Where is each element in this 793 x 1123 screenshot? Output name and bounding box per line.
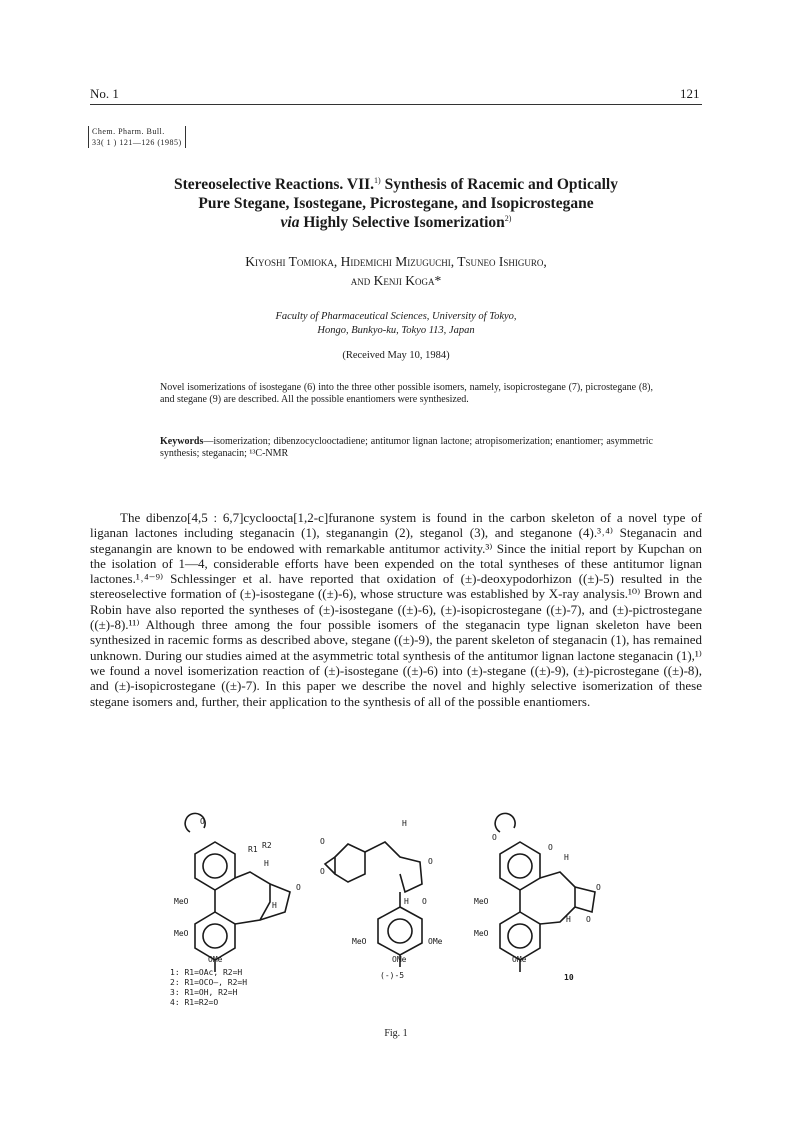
aryl-ring-5 (378, 907, 422, 955)
title-line2: Pure Stegane, Isostegane, Picrostegane, and Isopicrostegane (198, 195, 594, 212)
citation-box (88, 126, 186, 148)
structure-10 (495, 813, 595, 972)
label-ome-3: OMe (392, 955, 407, 964)
aryl-ring-10-bottom (500, 912, 540, 960)
affiliation (90, 310, 702, 338)
author-list (90, 252, 702, 290)
label-h-6: H (566, 915, 571, 924)
figure-caption: Fig. 1 (384, 1028, 408, 1039)
label-r2: R2 (262, 841, 272, 850)
paper-title (90, 175, 702, 232)
substituent-list (170, 968, 247, 1008)
label-meo-4: MeO (474, 897, 489, 906)
aryl-ring-10-top (500, 842, 540, 890)
label-meo-5: MeO (474, 929, 489, 938)
label-o-4: O (320, 867, 325, 876)
page-number: 121 (680, 86, 700, 101)
label-o-6: O (422, 897, 427, 906)
label-meo-1: MeO (174, 897, 189, 906)
substituent-4: 4: R1=R2=O (170, 998, 219, 1007)
citation-journal: Chem. Pharm. Bull. (92, 127, 165, 136)
body-paragraph: The dibenzo[4,5 : 6,7]cycloocta[1,2-c]furanone system is found in the carbon skeleton of a novel type of liganan lactones including steganacin (1), steganangin (2), steganol (3), and steganone (4).³˒⁴⁾ Steganacin and steganangin are known to be endowed with remarkable antitumor activity.³⁾ Since the initial report by Kupchan on the isolation of 1—4, considerable efforts have been expended on the total syntheses of these antitumor lignan lactones.¹˒⁴⁻⁹⁾ Schlessinger et al. have reported that oxidation of (±)-deoxypodorhizon ((±)-5) resulted in the stereoselective formation of (±)-isostegane ((±)-6), whose structure was established by X-ray analysis.¹⁰⁾ Brown and Robin have also reported the syntheses of (±)-isostegane ((±)-6), (±)-isopicrostegane ((±)-7), and (±)-pictrostegane ((±)-8).¹¹⁾ Although three among the four possible isomers of the steganacin type lignan skeleton have been synthesized in racemic forms as described above, stegane ((±)-9), the parent skeleton of steganacin (1), has remained unknown. During our studies aimed at the asymmetric total synthesis of the antitumor lignan lactone steganacin (1),¹⁾ we found a novel isomerization reaction of (±)-isostegane ((±)-6) into (±)-stegane ((±)-9), (±)-picrostegane ((±)-8), and (±)-isopicrostegane ((±)-7). In this paper we describe the novel and highly selective isomerization of these stegane isomers and, further, their application to the synthesis of all of the possible enantiomers. (90, 510, 702, 709)
label-o-8: O (548, 843, 553, 852)
affiliation-line1: Faculty of Pharmaceutical Sciences, University of Tokyo, (275, 311, 517, 322)
journal-issue: No. 1 (90, 86, 119, 101)
label-h-3: H (402, 819, 407, 828)
label-o-9: O (596, 883, 601, 892)
label-o-2: O (296, 883, 301, 892)
authors-line1: Kiyoshi Tomioka, Hidemichi Mizuguchi, Tsuneo Ishiguro, (245, 254, 547, 269)
title-line1: Stereoselective Reactions. VII. (174, 176, 375, 193)
label-ome-4: OMe (512, 955, 527, 964)
substituent-2: 2: R1=OCO–, R2=H (170, 978, 248, 987)
label-ome-2: OMe (428, 937, 443, 946)
label-r1: R1 (248, 845, 258, 854)
label-o-7: O (492, 833, 497, 842)
keywords-text: —isomerization; dibenzocyclooctadiene; antitumor lignan lactone; atropisomerization; enantiomer; asymmetric synthesis; steganacin; ¹³C-NMR (160, 436, 653, 459)
label-h-2: H (272, 901, 277, 910)
keywords-label: Keywords (160, 436, 204, 447)
affiliation-line2: Hongo, Bunkyo-ku, Tokyo 113, Japan (317, 325, 475, 336)
aryl-ring-top (195, 842, 235, 890)
title-line3: Highly Selective Isomerization (299, 214, 505, 231)
title-line1-rest: Synthesis of Racemic and Optically (380, 176, 618, 193)
title-via: via (280, 214, 300, 231)
label-meo-2: MeO (174, 929, 189, 938)
received-date: (Received May 10, 1984) (342, 350, 450, 361)
label-compound-5: (-)-5 (380, 971, 405, 980)
label-o-3: O (320, 837, 325, 846)
label-h-5: H (564, 853, 569, 862)
header-rule (90, 104, 702, 105)
keywords (160, 436, 653, 460)
label-o-1: O (200, 817, 205, 826)
citation-volume: 33( 1 ) 121—126 (1985) (92, 138, 182, 147)
aryl-ring-bottom (195, 912, 235, 960)
label-compound-10: 10 (564, 973, 574, 982)
authors-line2: and Kenji Koga* (350, 273, 442, 288)
abstract: Novel isomerizations of isostegane (6) into the three other possible isomers, namely, isopicrostegane (7), picrostegane (8), and stegane (9) are described. All the possible enantiomers were synthesized. (160, 382, 653, 405)
label-ome-1: OMe (208, 955, 223, 964)
title-ref2: 2) (504, 213, 512, 223)
label-o-10: O (586, 915, 591, 924)
label-o-5: O (428, 857, 433, 866)
label-h-4: H (404, 897, 409, 906)
substituent-1: 1: R1=OAc, R2=H (170, 968, 243, 977)
substituent-3: 3: R1=OH, R2=H (170, 988, 238, 997)
title-ref1: 1) (374, 175, 381, 185)
structure-steganacin (185, 813, 290, 972)
label-h-1: H (264, 859, 269, 868)
label-meo-3: MeO (352, 937, 367, 946)
